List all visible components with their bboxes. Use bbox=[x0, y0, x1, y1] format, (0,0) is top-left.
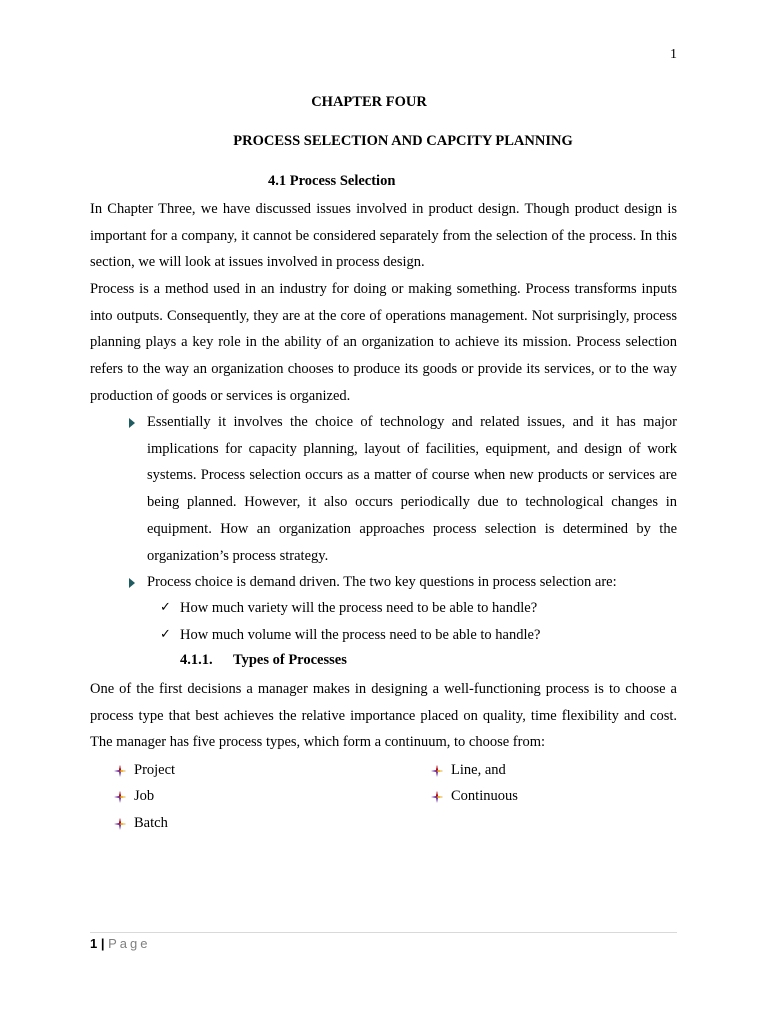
bullet-text: Essentially it involves the choice of technology and related issues, and it has major implications for capacity planning, layout of facilities, equipment, and design of work systems. Process selection occurs as a matter of course when new products or services are being planned. However, it also occurs periodically due to technological changes in equipment. How an organization approaches process selection is determined by the organization’s process strategy. bbox=[147, 414, 677, 564]
triangle-arrow-icon bbox=[129, 418, 135, 428]
bullet-list bbox=[127, 409, 677, 569]
triangle-arrow-icon bbox=[129, 578, 135, 588]
bullet-item bbox=[127, 569, 677, 596]
footer-page-number: 1 bbox=[90, 936, 98, 951]
four-point-star-icon bbox=[431, 765, 443, 777]
paragraph-process-definition: Process is a method used in an industry for doing or making something. Process transforms inputs into outputs. Consequently, they are at the core of operations management. Not surprisingly, process planning plays a key role in the ability of an organization to achieve its mission. Process selection refers to the way an organization chooses to produce its goods or provide its services, or to the way production of goods or services is organized. bbox=[90, 281, 677, 404]
process-type-label: Project bbox=[134, 762, 176, 778]
check-mark-icon: ✓ bbox=[160, 600, 171, 615]
section-heading: 4.1 Process Selection bbox=[268, 173, 396, 189]
chapter-subtitle: PROCESS SELECTION AND CAPCITY PLANNING bbox=[233, 133, 573, 149]
question-item bbox=[160, 595, 540, 622]
process-type-label: Batch bbox=[134, 815, 168, 831]
check-mark-icon: ✓ bbox=[160, 626, 171, 642]
four-point-star-icon bbox=[114, 818, 126, 830]
subsection-number: 4.1.1. bbox=[180, 652, 213, 668]
bullet-list-2 bbox=[127, 569, 677, 596]
four-point-star-icon bbox=[431, 791, 443, 803]
four-point-star-icon bbox=[114, 765, 126, 777]
four-point-star-icon bbox=[114, 791, 126, 803]
footer-page-label: Page bbox=[108, 936, 151, 951]
subsection-heading bbox=[180, 652, 347, 669]
question-text: How much volume will the process need to be able to handle? bbox=[180, 626, 541, 643]
footer-separator: | bbox=[100, 936, 105, 951]
process-type-item bbox=[112, 815, 168, 832]
paragraph-types: One of the first decisions a manager makes in designing a well-functioning process is to choose a process type that best achieves the relative importance placed on quality, time flexibility and cost. The manager has five process types, which form a continuum, to choose from: bbox=[90, 681, 677, 751]
process-type-item bbox=[112, 762, 175, 779]
process-type-label: Continuous bbox=[451, 788, 518, 804]
bullet-text: Process choice is demand driven. The two key questions in process selection are: bbox=[147, 574, 617, 590]
question-list bbox=[160, 595, 540, 648]
process-type-label: Line, and bbox=[451, 762, 506, 778]
process-type-item bbox=[429, 762, 506, 779]
question-item bbox=[160, 622, 540, 649]
page-footer bbox=[90, 936, 151, 951]
header-page-number: 1 bbox=[670, 47, 677, 62]
process-type-item bbox=[112, 788, 154, 805]
subsection-title: Types of Processes bbox=[233, 652, 347, 668]
chapter-title: CHAPTER FOUR bbox=[311, 94, 427, 110]
question-text: How much variety will the process need to be able to handle? bbox=[180, 600, 538, 616]
bullet-item bbox=[127, 409, 677, 569]
footer-divider bbox=[90, 932, 677, 933]
process-type-label: Job bbox=[134, 788, 155, 804]
paragraph-intro: In Chapter Three, we have discussed issues involved in product design. Though product design is important for a company, it cannot be considered separately from the selection of the process. In this section, we will look at issues involved in process design. bbox=[90, 201, 677, 271]
process-type-item bbox=[429, 788, 518, 805]
